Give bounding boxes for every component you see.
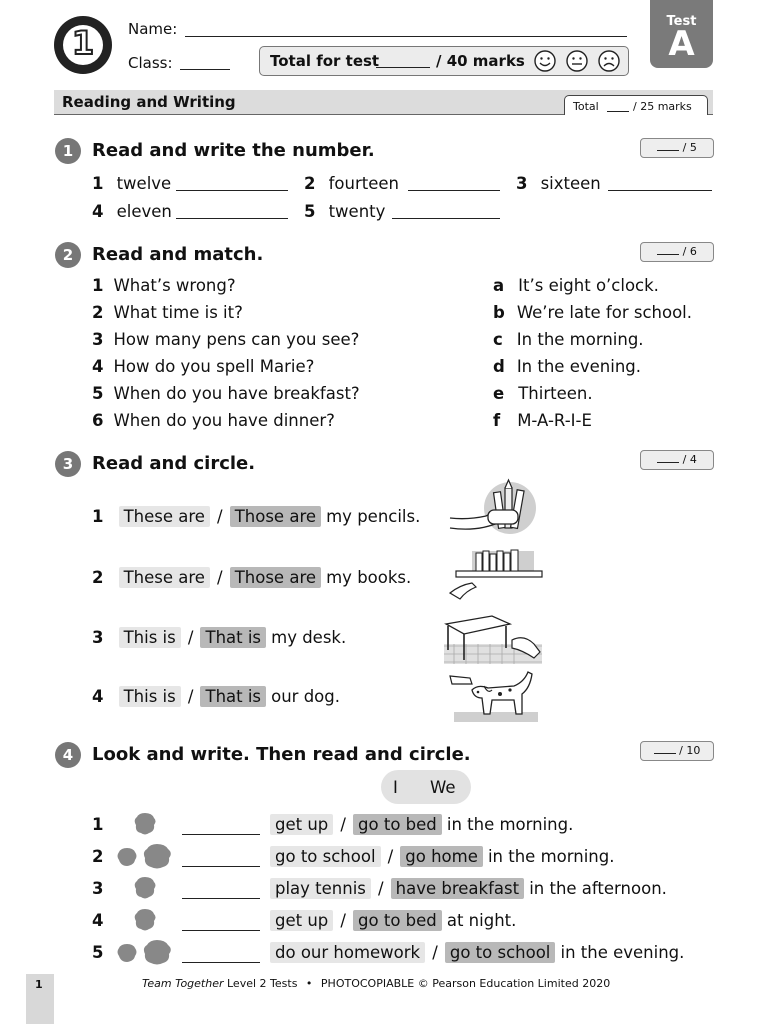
number-word: twenty [328, 202, 386, 221]
match-question [92, 357, 360, 384]
circle-item [92, 507, 420, 526]
item-number: 1 [92, 276, 104, 295]
answer-letter: b [493, 303, 505, 322]
question-text: What’s wrong? [113, 276, 236, 295]
books-on-shelf-illustration [442, 545, 546, 603]
book-level: Level 2 Tests [227, 977, 298, 990]
happy-face-icon [534, 50, 556, 72]
option-2[interactable]: go home [400, 846, 483, 867]
ex4-answer-field[interactable] [182, 898, 260, 899]
section-2-score [640, 242, 714, 262]
slash: / [187, 628, 194, 647]
total-test-box [259, 46, 629, 76]
option-1[interactable]: This is [119, 686, 181, 707]
item-number: 4 [92, 202, 104, 221]
total-test-label: Total for test [270, 52, 380, 70]
item-number: 4 [92, 911, 104, 930]
ex1-item [92, 174, 171, 193]
ex1-answer-field[interactable] [408, 190, 500, 191]
answer-letter: f [493, 411, 501, 430]
ex4-answer-field[interactable] [182, 930, 260, 931]
option-2[interactable]: go to bed [353, 910, 442, 931]
footer-credit [142, 977, 610, 990]
pronoun-we: We [430, 778, 456, 797]
match-question [92, 276, 360, 303]
ex4-item [270, 815, 573, 834]
section-3-title: Read and circle. [92, 453, 256, 474]
section-2-number: 2 [55, 242, 81, 268]
circle-item [92, 568, 411, 587]
pronoun-box [381, 770, 471, 804]
option-1[interactable]: get up [270, 910, 333, 931]
slash: / [340, 911, 346, 930]
slash: / [187, 687, 194, 706]
item-number: 1 [92, 174, 104, 193]
people-icon [116, 843, 174, 869]
answer-text: In the evening. [516, 357, 641, 376]
ex4-item [270, 879, 667, 898]
circle-item [92, 687, 340, 706]
option-2[interactable]: go to school [445, 942, 556, 963]
item-number: 3 [516, 174, 528, 193]
option-1[interactable]: play tennis [270, 878, 371, 899]
section-3-score [640, 450, 714, 470]
ex1-item [304, 174, 399, 193]
ex1-item [92, 202, 172, 221]
match-question [92, 384, 360, 411]
section-4-title: Look and write. Then read and circle. [92, 744, 471, 765]
copyright: PHOTOCOPIABLE © Pearson Education Limited 2020 [320, 977, 611, 990]
item-number: 4 [92, 357, 104, 376]
answer-text: It’s eight o’clock. [518, 276, 659, 295]
ex1-item [304, 202, 385, 221]
sentence-end: my pencils. [326, 507, 421, 526]
ex1-item [516, 174, 601, 193]
slash: / [217, 507, 223, 526]
match-answer [493, 411, 692, 438]
option-1[interactable]: This is [119, 627, 181, 648]
slash: / [432, 943, 438, 962]
name-field[interactable] [185, 36, 627, 37]
test-word: Test [666, 14, 697, 29]
section-4-number: 4 [55, 742, 81, 768]
match-answer [493, 384, 692, 411]
ex4-answer-field[interactable] [182, 834, 260, 835]
match-question [92, 411, 360, 438]
number-word: sixteen [540, 174, 601, 193]
option-2[interactable]: have breakfast [391, 878, 524, 899]
section-3-number: 3 [55, 451, 81, 477]
option-1[interactable]: These are [119, 506, 210, 527]
item-number: 3 [92, 628, 104, 647]
ex1-answer-field[interactable] [392, 218, 500, 219]
item-number: 5 [92, 384, 104, 403]
banner-total-marks: / 25 marks [633, 100, 692, 113]
question-text: How do you spell Marie? [113, 357, 315, 376]
question-text: When do you have dinner? [113, 411, 335, 430]
banner-total-box [564, 95, 708, 115]
total-test-marks: / 40 marks [436, 52, 525, 70]
option-1[interactable]: do our homework [270, 942, 425, 963]
people-icon [116, 939, 174, 965]
item-number: 6 [92, 411, 104, 430]
person-icon [132, 907, 158, 933]
dog-illustration [448, 668, 540, 724]
match-questions [92, 276, 360, 438]
option-1[interactable]: These are [119, 567, 210, 588]
class-field[interactable] [180, 69, 230, 70]
banner-total-field[interactable] [607, 111, 629, 112]
item-number: 3 [92, 879, 104, 898]
page-number: 1 [35, 978, 43, 991]
number-word: fourteen [328, 174, 399, 193]
section-1-number: 1 [55, 138, 81, 164]
option-2[interactable]: Those are [230, 567, 321, 588]
test-tab [650, 0, 713, 68]
section-4-score-field[interactable] [654, 743, 676, 754]
sentence-end: in the morning. [446, 815, 574, 834]
sentence-end: in the evening. [560, 943, 685, 962]
answer-text: We’re late for school. [516, 303, 693, 322]
page-number-tab [26, 974, 54, 1024]
number-word: eleven [116, 202, 172, 221]
test-letter: A [668, 24, 695, 64]
item-number: 5 [92, 943, 104, 962]
ex1-answer-field[interactable] [176, 218, 288, 219]
item-number: 1 [92, 815, 104, 834]
sentence-end: in the afternoon. [529, 879, 667, 898]
section-3-score-field[interactable] [657, 452, 679, 463]
item-number: 2 [304, 174, 316, 193]
footer-separator: • [305, 977, 313, 990]
question-text: When do you have breakfast? [113, 384, 360, 403]
item-number: 5 [304, 202, 316, 221]
answer-letter: d [493, 357, 505, 376]
item-number: 1 [92, 507, 104, 526]
person-icon [132, 811, 158, 837]
unit-badge [54, 16, 112, 74]
sentence-end: my books. [326, 568, 412, 587]
banner-total-label: Total [573, 100, 599, 113]
section-2-score-marks: / 6 [682, 245, 697, 258]
sad-face-icon [598, 50, 620, 72]
option-1[interactable]: get up [270, 814, 333, 835]
unit-number: 1 [71, 24, 95, 62]
section-1-title: Read and write the number. [92, 140, 375, 161]
section-4-score [640, 741, 714, 761]
slash: / [387, 847, 394, 866]
section-2-title: Read and match. [92, 244, 264, 265]
option-1[interactable]: go to school [270, 846, 381, 867]
ex4-item [270, 847, 614, 866]
option-2[interactable]: Those are [230, 506, 321, 527]
section-2-score-field[interactable] [657, 244, 679, 255]
match-question [92, 330, 360, 357]
slash: / [378, 879, 384, 898]
match-answer [493, 330, 692, 357]
desk-illustration [442, 610, 544, 666]
sentence-end: our dog. [271, 687, 340, 706]
section-1-score-marks: / 5 [682, 141, 697, 154]
ex4-item [270, 943, 684, 962]
slash: / [217, 568, 223, 587]
neutral-face-icon [566, 50, 588, 72]
question-text: What time is it? [113, 303, 243, 322]
pencils-in-hand-illustration [448, 478, 538, 538]
question-text: How many pens can you see? [113, 330, 360, 349]
sentence-end: my desk. [271, 628, 347, 647]
circle-item [92, 628, 346, 647]
match-answer [493, 276, 692, 303]
match-answer [493, 303, 692, 330]
item-number: 2 [92, 568, 104, 587]
option-2[interactable]: That is [200, 686, 266, 707]
option-2[interactable]: go to bed [353, 814, 442, 835]
section-4-score-marks: / 10 [679, 744, 701, 757]
person-icon [132, 875, 158, 901]
section-3-score-marks: / 4 [682, 453, 697, 466]
answer-text: Thirteen. [518, 384, 593, 403]
class-label: Class: [128, 54, 173, 72]
banner-title: Reading and Writing [62, 93, 236, 111]
match-answers [493, 276, 692, 438]
section-1-score-field[interactable] [657, 140, 679, 151]
number-word: twelve [116, 174, 172, 193]
answer-letter: c [493, 330, 503, 349]
pronoun-i: I [393, 778, 398, 797]
answer-letter: e [493, 384, 505, 403]
ex4-answer-field[interactable] [182, 962, 260, 963]
item-number: 4 [92, 687, 104, 706]
ex4-answer-field[interactable] [182, 866, 260, 867]
book-title: Team Together [142, 977, 224, 990]
ex1-answer-field[interactable] [608, 190, 712, 191]
match-answer [493, 357, 692, 384]
item-number: 2 [92, 847, 104, 866]
sentence-end: in the morning. [487, 847, 615, 866]
name-label: Name: [128, 20, 178, 38]
answer-text: M-A-R-I-E [517, 411, 592, 430]
answer-letter: a [493, 276, 505, 295]
total-test-field[interactable] [376, 67, 430, 68]
section-1-score [640, 138, 714, 158]
option-2[interactable]: That is [200, 627, 266, 648]
match-question [92, 303, 360, 330]
section-banner [54, 90, 713, 115]
item-number: 2 [92, 303, 104, 322]
sentence-end: at night. [446, 911, 517, 930]
item-number: 3 [92, 330, 104, 349]
slash: / [340, 815, 346, 834]
ex4-item [270, 911, 516, 930]
answer-text: In the morning. [516, 330, 644, 349]
ex1-answer-field[interactable] [176, 190, 288, 191]
